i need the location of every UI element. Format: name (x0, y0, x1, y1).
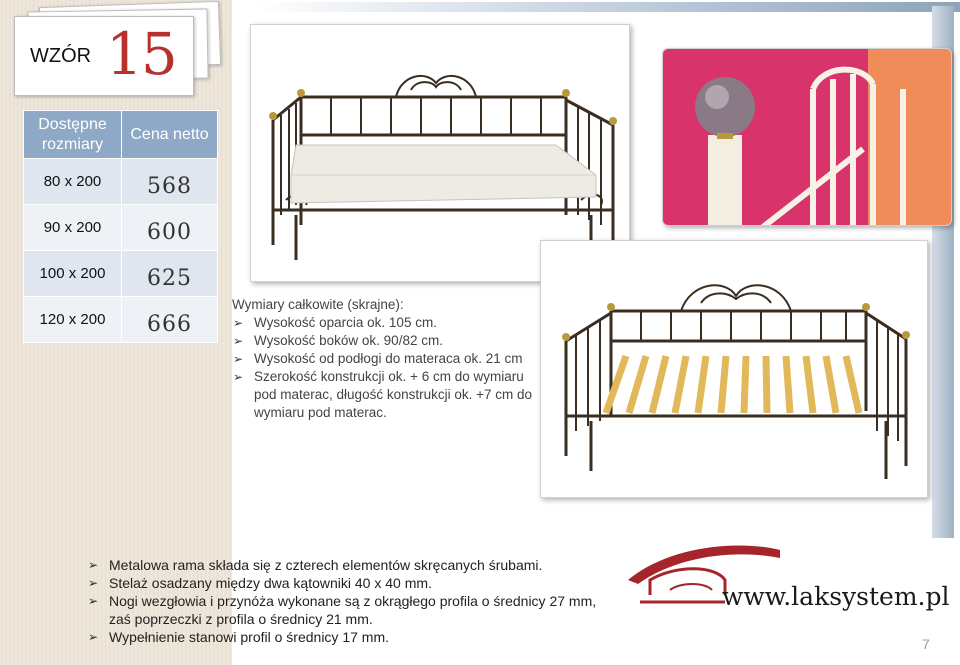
table-header-row (24, 111, 218, 159)
list-item: ➢ Wypełnienie stanowi profil o średnicy 17 mm. (88, 628, 608, 646)
table-row (24, 205, 218, 251)
list-item: ➢ Wysokość oparcia ok. 105 cm. (232, 314, 532, 332)
daybed-slats-illustration (541, 241, 928, 498)
price-cell: 568 (122, 159, 218, 205)
table-row (24, 159, 218, 205)
photo-finial-closeup (662, 48, 952, 226)
list-item: ➢ Nogi wezgłowia i przynóża wykonane są z okrągłego profila o średnicy 27 mm, zaś poprzeczki z profila o średnicy 21 mm. (88, 592, 608, 628)
size-cell: 80 x 200 (24, 159, 122, 205)
page-number: 7 (922, 636, 930, 652)
photo-daybed-slats (540, 240, 928, 498)
list-item: ➢ Wysokość od podłogi do materaca ok. 21 cm (232, 350, 532, 368)
finial-closeup-illustration (663, 49, 952, 226)
title-number: 15 (106, 20, 176, 88)
table-row (24, 251, 218, 297)
size-cell: 90 x 200 (24, 205, 122, 251)
dimensions-specs (232, 296, 532, 422)
website-url: www.laksystem.pl (722, 582, 950, 611)
header-sizes: Dostępne rozmiary (24, 111, 122, 159)
list-item: ➢ Metalowa rama składa się z czterech elementów skręcanych śrubami. (88, 556, 608, 574)
price-table (23, 110, 218, 343)
size-cell: 120 x 200 (24, 297, 122, 343)
construction-description (88, 556, 608, 646)
price-cell: 625 (122, 251, 218, 297)
header-price: Cena netto (122, 111, 218, 159)
specs-heading: Wymiary całkowite (skrajne): (232, 297, 404, 312)
list-item: ➢ Stelaż osadzany między dwa kątowniki 40 x 40 mm. (88, 574, 608, 592)
price-cell: 666 (122, 297, 218, 343)
size-cell: 100 x 200 (24, 251, 122, 297)
top-decorative-bar (255, 2, 960, 12)
description-list (88, 556, 608, 646)
specs-list (232, 314, 532, 422)
table-row (24, 297, 218, 343)
list-item: ➢ Szerokość konstrukcji ok. + 6 cm do wymiaru pod materac, długość konstrukcji ok. +7 cm do wymiaru pod materac. (232, 368, 532, 422)
price-cell: 600 (122, 205, 218, 251)
title-word: WZÓR (30, 45, 92, 67)
list-item: ➢ Wysokość boków ok. 90/82 cm. (232, 332, 532, 350)
